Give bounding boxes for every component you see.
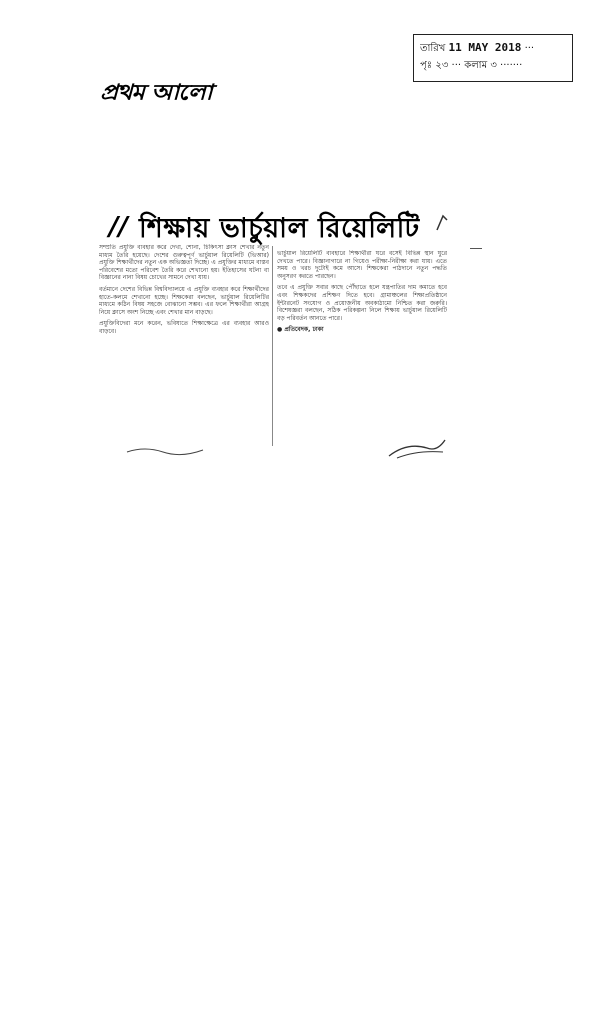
article-paragraph: সম্প্রতি প্রযুক্তি ব্যবহার করে দেখা, শোনা, চিকিৎসা ক্লাস শেখার নতুন মাধ্যম তৈরি হয়েছে। দেশের গুরুত্বপূর্ণ ভার্চুয়াল রিয়েলিটি (ভিআর) প্রযুক্তি শিক্ষার্থীদের নতুন এক অভিজ্ঞতা দিচ্ছে। এ প্রযুক্তির মাধ্যমে বাস্তব পরিবেশের মতো পরিবেশ তৈরি করে শেখানো হয়। ইতিহাসের ঘটনা বা বিজ্ঞানের নানা বিষয় চোখের সামনে দেখা যায়।	[99, 244, 269, 282]
stamp-page-label: পৃঃ	[420, 60, 433, 71]
headline-tick-mark	[435, 212, 449, 232]
headline-quote-marks: //	[109, 212, 128, 242]
stamp-column-label: কলাম	[464, 60, 488, 71]
article-paragraph: ভার্চুয়াল রিয়েলিটি ব্যবহারে শিক্ষার্থীরা ঘরে বসেই বিভিন্ন স্থান ঘুরে দেখতে পারে। বিজ্ঞানাগারে না গিয়েও পরীক্ষা-নিরীক্ষা করা যায়। এতে সময় ও খরচ দুটোই কমে আসে। শিক্ষকেরা পাঠদানে নতুন পদ্ধতি অনুসরণ করতে পারছেন।	[277, 250, 447, 280]
article-byline: ● প্রতিবেদক, ঢাকা	[277, 326, 324, 334]
margin-mark	[470, 248, 482, 249]
stamp-page-value: ২৩	[435, 60, 449, 71]
stamp-date-row: তারিখ 11 MAY 2018 ···	[420, 41, 535, 54]
newspaper-masthead: প্রথম আলো	[100, 79, 212, 105]
article-left-column	[99, 244, 269, 454]
stamp-date-value: 11 MAY 2018	[448, 41, 522, 54]
article-paragraph: বর্তমানে দেশের বিভিন্ন বিশ্ববিদ্যালয়ে এ প্রযুক্তি ব্যবহার করে শিক্ষার্থীদের হাতে-কলমে শেখানো হচ্ছে। শিক্ষকেরা বলছেন, ভার্চুয়াল রিয়েলিটির মাধ্যমে কঠিন বিষয় সহজে বোঝানো সম্ভব। এর ফলে শিক্ষার্থীরা আগ্রহ নিয়ে ক্লাসে অংশ নিচ্ছে এবং শেখার মান বাড়ছে।	[99, 285, 269, 316]
article-headline: শিক্ষায় ভার্চুয়াল রিয়েলিটি	[139, 213, 420, 244]
stamp-page-row: পৃঃ ২৩ ··· কলাম ৩ ·······	[420, 60, 523, 71]
date-stamp	[413, 34, 573, 82]
stamp-date-label: তারিখ	[420, 43, 446, 54]
stamp-column-value: ৩	[490, 60, 497, 71]
pen-scribble	[387, 438, 447, 460]
article-paragraph: তবে এ প্রযুক্তি সবার কাছে পৌঁছাতে হলে যন্ত্রপাতির দাম কমাতে হবে এবং শিক্ষকদের প্রশিক্ষণ দিতে হবে। গ্রামাঞ্চলের শিক্ষাপ্রতিষ্ঠানে ইন্টারনেট সংযোগ ও প্রয়োজনীয় অবকাঠামো নিশ্চিত করা জরুরি। বিশেষজ্ঞরা বলছেন, সঠিক পরিকল্পনা নিলে শিক্ষায় ভার্চুয়াল রিয়েলিটি বড় পরিবর্তন আনতে পারে।	[277, 284, 447, 322]
article-right-column	[277, 250, 447, 440]
pen-scribble	[125, 444, 205, 458]
column-divider	[272, 246, 273, 446]
news-clipping	[95, 200, 455, 462]
article-paragraph: প্রযুক্তিবিদেরা মনে করেন, ভবিষ্যতে শিক্ষাক্ষেত্রে এর ব্যবহার আরও বাড়বে।	[99, 320, 269, 335]
